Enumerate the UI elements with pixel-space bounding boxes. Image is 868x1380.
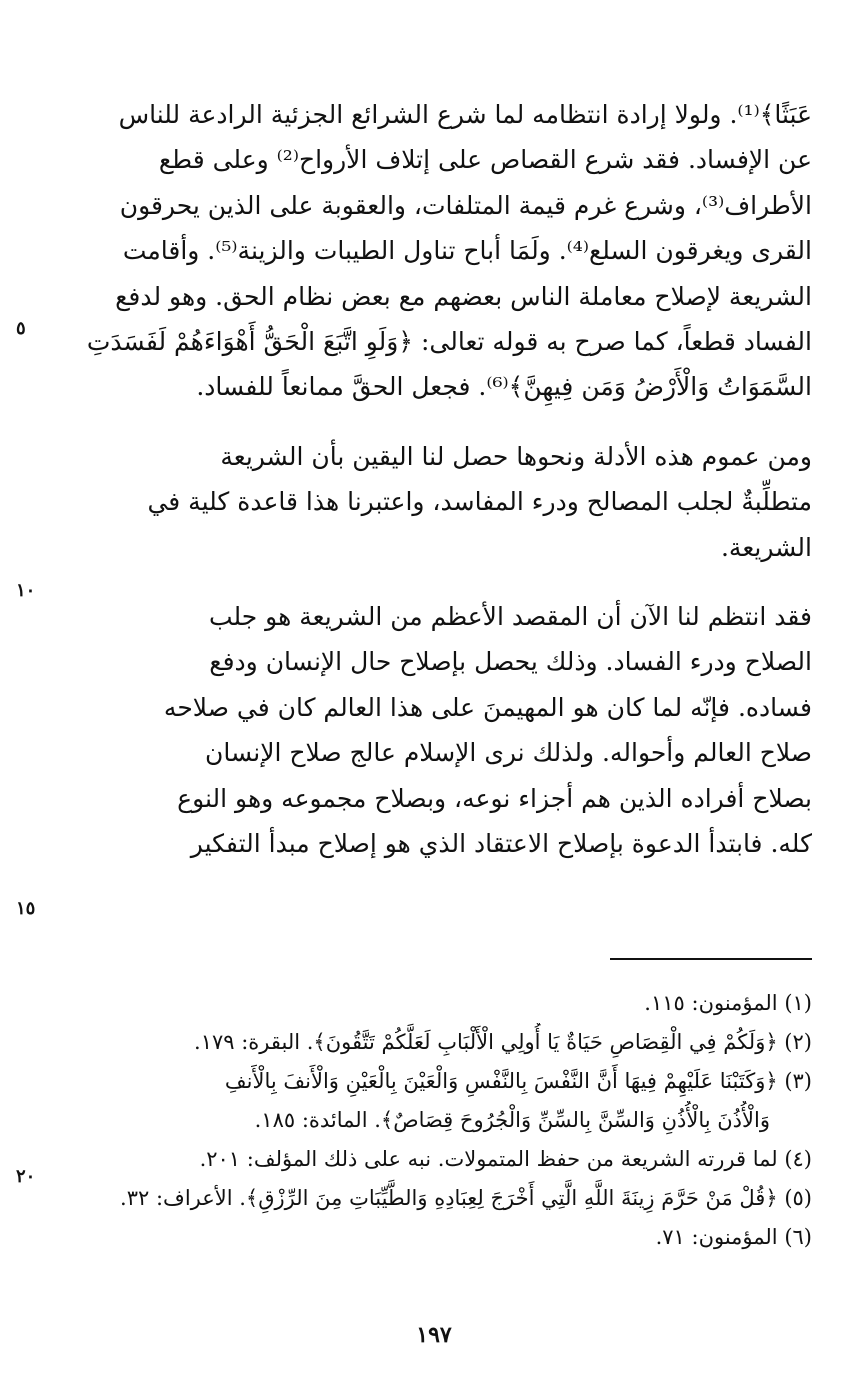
text-line: عَبَثًا﴾⁽¹⁾. ولولا إرادة انتظامه لما شرع الشرائع الجزئية الرادعة للناس	[118, 100, 812, 129]
footnote-4: (٤) لما قررته الشريعة من حفظ المتمولات. نبه على ذلك المؤلف: ٢٠١.	[199, 1147, 812, 1171]
text-line: الأطراف⁽³⁾، وشرع غرم قيمة المتلفات، والعقوبة على الذين يحرقون	[119, 190, 812, 220]
text-line: الفساد قطعاً، كما صرح به قوله تعالى: ﴿وَلَوِ اتَّبَعَ الْحَقُّ أَهْوَاءَهُمْ لَفَسَدَتِ	[86, 327, 812, 357]
text-line: الصلاح ودرء الفساد. وذلك يحصل بإصلاح حال الإنسان ودفع	[209, 647, 812, 677]
main-text	[50, 92, 812, 867]
footnote-2: (٢) ﴿وَلَكُمْ فِي الْقِصَاصِ حَيَاةٌ يَا أُولِي الْأَلْبَابِ لَعَلَّكُمْ تَتَّقُونَ﴾. البقرة: ١٧٩.	[194, 1030, 812, 1054]
line-number-20: ٢٠	[16, 1166, 36, 1187]
line-number-15: ١٥	[16, 898, 36, 919]
text-line: عن الإفساد. فقد شرع القصاص على إتلاف الأرواح⁽²⁾ وعلى قطع	[158, 145, 812, 175]
footnote-6: (٦) المؤمنون: ٧١.	[655, 1225, 812, 1249]
paragraph-3	[50, 594, 812, 866]
text-line: كله. فابتدأ الدعوة بإصلاح الاعتقاد الذي هو إصلاح مبدأ التفكير	[190, 829, 812, 859]
footnote-separator	[610, 958, 812, 960]
text-line: بصلاح أفراده الذين هم أجزاء نوعه، وبصلاح مجموعه وهو النوع	[177, 783, 812, 813]
footnote-3-continued: وَالْأُذُنَ بِالْأُذُنِ وَالسِّنَّ بِالسِّنِّ وَالْجُرُوحَ قِصَاصٌ﴾. المائدة: ١٨٥.	[254, 1108, 770, 1132]
text-line: السَّمَوَاتُ وَالْأَرْضُ وَمَن فِيهِنَّ﴾⁽⁶⁾. فجعل الحقَّ ممانعاً للفساد.	[196, 372, 812, 402]
footnote-1: (١) المؤمنون: ١١٥.	[644, 991, 812, 1015]
paragraph-1	[50, 92, 812, 410]
page-number: ١٩٧	[416, 1322, 452, 1348]
text-line: الشريعة لإصلاح معاملة الناس بعضهم مع بعض نظام الحق. وهو لدفع	[115, 281, 812, 311]
text-line: متطلِّبةٌ لجلب المصالح ودرء المفاسد، واعتبرنا هذا قاعدة كلية في	[147, 487, 812, 517]
paragraph-2	[50, 434, 812, 570]
footnote-5: (٥) ﴿قُلْ مَنْ حَرَّمَ زِينَةَ اللَّهِ الَّتِي أَخْرَجَ لِعِبَادِهِ وَالطَّيِّبَاتِ مِنَ الرِّزْقِ﴾. الأعراف: ٣٢.	[120, 1186, 812, 1210]
text-line: فساده. فإنّه لما كان هو المهيمنَ على هذا العالم كان في صلاحه	[163, 692, 812, 722]
text-line: فقد انتظم لنا الآن أن المقصد الأعظم من الشريعة هو جلب	[208, 602, 812, 632]
line-number-5: ٥	[16, 318, 26, 339]
text-line: ومن عموم هذه الأدلة ونحوها حصل لنا اليقين بأن الشريعة	[220, 441, 812, 471]
line-number-10: ١٠	[16, 580, 36, 601]
text-line: صلاح العالم وأحواله. ولذلك نرى الإسلام عالج صلاح الإنسان	[204, 738, 812, 768]
text-line: الشريعة.	[720, 532, 812, 562]
footnotes	[50, 984, 812, 1257]
text-line: القرى ويغرقون السلع⁽⁴⁾. ولَمَا أباح تناول الطيبات والزينة⁽⁵⁾. وأقامت	[122, 236, 812, 266]
footnote-3: (٣) ﴿وَكَتَبْنَا عَلَيْهِمْ فِيهَا أَنَّ النَّفْسَ بِالنَّفْسِ وَالْعَيْنَ بِالْعَيْنِ وَالْأَنفَ بِالْأَنفِ	[224, 1069, 812, 1093]
